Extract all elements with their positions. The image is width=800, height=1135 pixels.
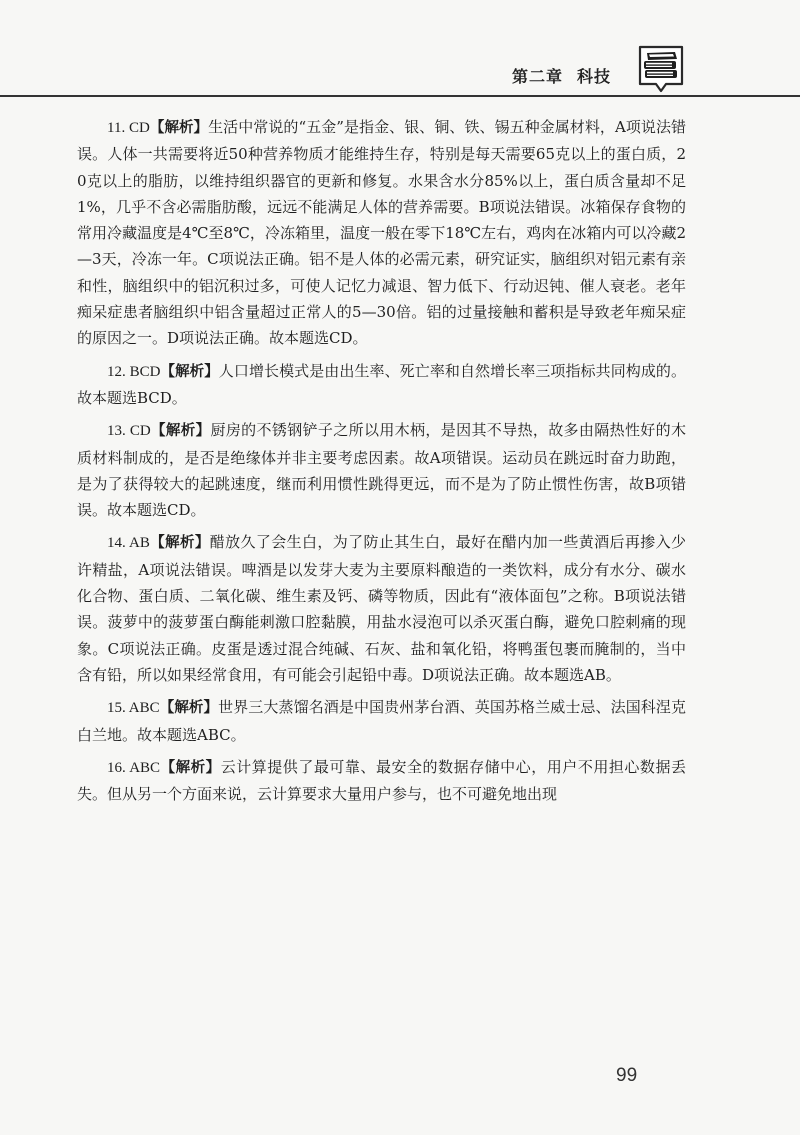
analysis-tag: 【解析】 — [150, 423, 211, 440]
answer-number: 13. CD — [107, 423, 151, 440]
answer-number: 11. CD — [107, 120, 150, 136]
answer-text: 生活中常说的“五金”是指金、银、铜、铁、锡五种金属材料，A项说法错误。人体一共需要将近50种营养物质才能维持生存，特别是每天需要65克以上的蛋白质，20克以上的脂肪，以维持组织器官的更新和修复。水果含水分85%以上，蛋白质含量却不足1%，几乎不含必需脂肪酸，远远不能满足人体的营养需要。B项说法错误。冰箱保存食物的常用冷藏温度是4℃至8℃，冷冻箱里，温度一般在零下18℃左右，鸡肉在冰箱内可以冷藏2—3天，冷冻一年。C项说法正确。铝不是人体的必需元素，研究证实，脑组织对铝元素有亲和性，脑组织中的铝沉积过多，可使人记忆力减退、智力低下、行动迟钝、催人衰老。老年痴呆症患者脑组织中铝含量超过正常人的5—30倍。铝的过量接触和蓄积是导致老年痴呆症的原因之一。D项说法正确。故本题选CD。 — [77, 118, 687, 348]
answer-text: 世界三大蒸馏名酒是中国贵州茅台酒、英国苏格兰威士忌、法国科涅克白兰地。故本题选ABC。 — [77, 698, 687, 744]
answer-item-13 — [77, 417, 686, 523]
analysis-tag: 【解析】 — [149, 120, 209, 136]
answer-text: 醋放久了会生白，为了防止其生白，最好在醋内加一些黄酒后再掺入少许精盐，A项说法错误。啤酒是以发芽大麦为主要原料酿造的一类饮料，成分有水分、碳水化合物、蛋白质、二氧化碳、维生素及钙、磷等物质，因此有“液体面包”之称。B项说法错误。菠萝中的菠萝蛋白酶能刺激口腔黏膜，用盐水浸泡可以杀灭蛋白酶，避免口腔刺痛的现象。C项说法正确。皮蛋是透过混合纯碱、石灰、盐和氧化铅，将鸭蛋包裹而腌制的，当中含有铅，所以如果经常食用，有可能会引起铅中毒。D项说法正确。故本题选AB。 — [77, 533, 686, 684]
answer-number: 12. BCD — [107, 363, 161, 380]
header-rule — [0, 95, 800, 97]
page-number: 99 — [616, 1065, 638, 1086]
answer-number: 14. AB — [107, 535, 150, 552]
answer-item-16 — [77, 754, 686, 808]
answer-item-11 — [77, 114, 686, 352]
chapter-header — [512, 64, 611, 87]
section-label: 科技 — [577, 67, 612, 86]
analysis-tag: 【解析】 — [159, 700, 219, 717]
answer-text: 厨房的不锈钢铲子之所以用木柄，是因其不导热，故多由隔热性好的木质材料制成的，是否是绝缘体并非主要考虑因素。故A项错误。运动员在跳远时奋力助跑，是为了获得较大的起跳速度，继而利用惯性跳得更远，而不是为了防止惯性伤害，故B项错误。故本题选CD。 — [77, 421, 687, 520]
answer-number: 16. ABC — [107, 759, 161, 776]
answer-list — [77, 114, 686, 813]
analysis-tag: 【解析】 — [160, 759, 221, 776]
answer-number: 15. ABC — [107, 700, 160, 717]
answer-item-15 — [77, 694, 686, 748]
analysis-tag: 【解析】 — [149, 535, 210, 552]
books-icon — [636, 44, 686, 94]
answer-item-12 — [77, 358, 686, 412]
analysis-tag: 【解析】 — [160, 363, 219, 380]
answer-item-14 — [77, 529, 686, 688]
answer-text: 人口增长模式是由出生率、死亡率和自然增长率三项指标共同构成的。故本题选BCD。 — [77, 361, 687, 407]
chapter-label: 第二章 — [512, 67, 564, 86]
answer-text: 云计算提供了最可靠、最安全的数据存储中心，用户不用担心数据丢失。但从另一个方面来说，云计算要求大量用户参与，也不可避免地出现 — [77, 757, 686, 804]
